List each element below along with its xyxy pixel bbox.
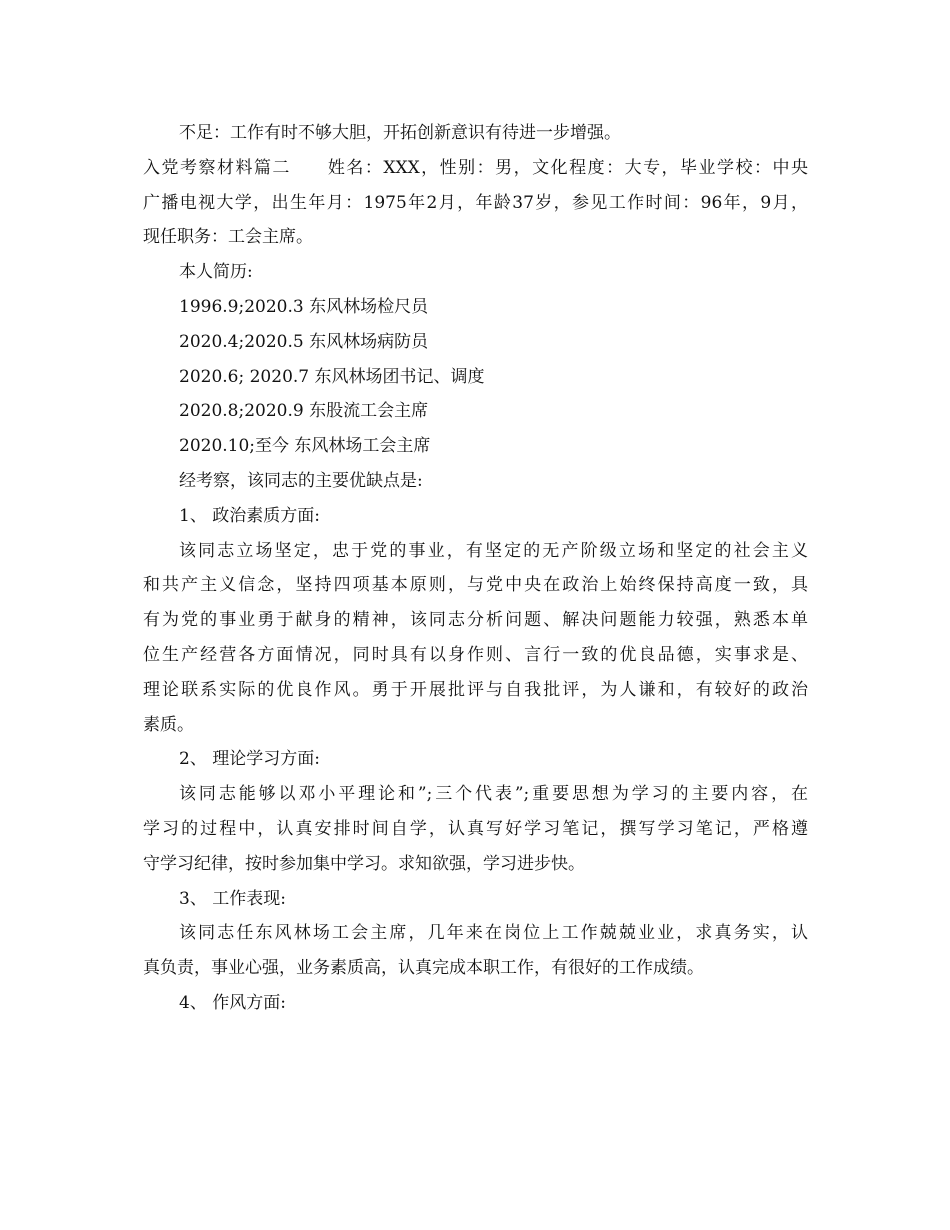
text-line: 2020.6; 2020.7 东风林场团书记、调度 (179, 366, 485, 387)
text-line: 2020.4;2020.5 东风林场病防员 (179, 331, 429, 352)
text-line: 本人简历: (179, 262, 253, 283)
text-line: 2、 理论学习方面: (179, 749, 320, 770)
text-line: 4、 作风方面: (179, 992, 286, 1013)
text-line: 经考察，该同志的主要优缺点是: (179, 470, 423, 491)
text-line: 1、 政治素质方面: (179, 505, 320, 526)
text-line: 2020.10;至今 东风林场工会主席 (179, 436, 431, 457)
text-line: 3、 工作表现: (179, 888, 286, 909)
text-line: 2020.8;2020.9 东股流工会主席 (179, 401, 429, 422)
text-line: 广播电视大学，出生年月：1975年2月，年龄37岁，参见工作时间：96年，9月， (143, 192, 808, 213)
text-line: 和共产主义信念，坚持四项基本原则，与党中央在政治上始终保持高度一致，具 (143, 575, 808, 596)
text-line: 真负责，事业心强，业务素质高，认真完成本职工作，有很好的工作成绩。 (143, 958, 704, 979)
text-line: 该同志能够以邓小平理论和”;三个代表”;重要思想为学习的主要内容，在 (179, 784, 808, 805)
text-line: 该同志任东风林场工会主席，几年来在岗位上工作兢兢业业，求真务实，认 (179, 923, 808, 944)
text-line: 位生产经营各方面情况，同时具有以身作则、言行一致的优良品德，实事求是、 (143, 644, 808, 665)
text-line: 不足：工作有时不够大胆，开拓创新意识有待进一步增强。 (179, 123, 621, 143)
text-line: 该同志立场坚定，忠于党的事业，有坚定的无产阶级立场和坚定的社会主义 (179, 540, 808, 561)
text-line: 守学习纪律，按时参加集中学习。求知欲强，学习进步快。 (143, 853, 585, 874)
document-body (143, 116, 808, 1021)
text-line: 现任职务：工会主席。 (143, 227, 313, 248)
text-line: 1996.9;2020.3 东风林场检尺员 (179, 296, 429, 317)
text-line: 理论联系实际的优良作风。勇于开展批评与自我批评，为人谦和，有较好的政治 (143, 679, 808, 700)
text-line: 学习的过程中，认真安排时间自学，认真写好学习笔记，撰写学习笔记，严格遵 (143, 818, 808, 839)
text-line: 有为党的事业勇于献身的精神，该同志分析问题、解决问题能力较强，熟悉本单 (143, 610, 808, 631)
text-line: 素质。 (143, 714, 194, 735)
text-line: 入党考察材料篇二 姓名：XXX，性别：男，文化程度：大专，毕业学校：中央 (143, 157, 808, 178)
